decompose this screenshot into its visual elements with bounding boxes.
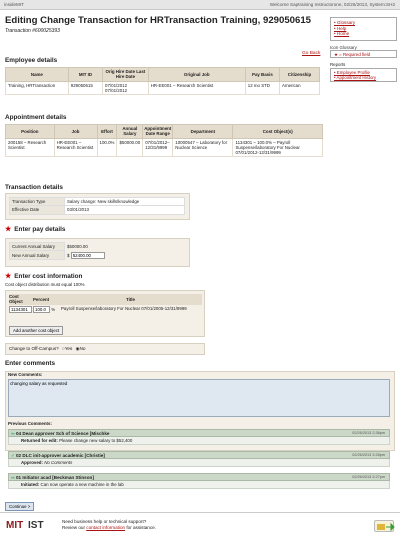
required-star-icon: ★	[5, 273, 12, 280]
employee-details-heading: Employee details	[5, 57, 58, 64]
current-salary-value: $50000.00	[67, 244, 88, 249]
contact-pre: Review our	[62, 525, 85, 530]
check-icon: ✓	[11, 453, 15, 458]
cell-date-range: 07/01/2012– 12/31/9999	[143, 138, 173, 157]
reports-links	[330, 68, 397, 82]
offcampus-question: Change to Off-Campus?	[9, 346, 59, 351]
transaction-kv	[9, 197, 185, 215]
employee-profile-link[interactable]: • Employee Profile	[334, 70, 393, 75]
comment-body-text: Can now operate a new machine in the lab	[40, 482, 124, 487]
new-comments-textarea[interactable]	[8, 379, 390, 417]
pay-details-heading	[5, 226, 65, 234]
current-salary-label: Current Annual Salary	[10, 243, 65, 251]
add-cost-object-button[interactable]: Add another cost object	[9, 326, 63, 335]
new-comments-label: New Comments:	[8, 372, 43, 377]
page-title: Editing Change Transaction for HRTransaction Training, 929050615	[5, 15, 312, 26]
cell-position: 200158 – Research Scientist	[6, 138, 55, 157]
offcampus-yes-radio[interactable]: ○	[62, 346, 65, 351]
arrow-right-icon: ⇨	[11, 475, 15, 480]
offcampus-no-label: No	[79, 346, 86, 351]
comment-body	[8, 459, 390, 467]
col-pay-basis: Pay Basis	[245, 68, 279, 82]
go-back-link[interactable]: Go Back	[302, 51, 321, 56]
cell-name: Training, HRTransaction	[6, 81, 69, 95]
cell-pay-basis: 12 mo STD	[245, 81, 279, 95]
table-row	[9, 305, 202, 313]
sidebar	[330, 17, 397, 82]
comment-body-label: Returned for edit:	[21, 438, 58, 443]
effective-date-value: 03/01/2013	[65, 206, 185, 214]
comment-title: 01 Initiator acad [Beckman Stinson]	[16, 475, 94, 480]
transaction-panel	[5, 193, 190, 220]
table-row	[6, 138, 323, 157]
appointment-details-heading: Appointment details	[5, 114, 67, 121]
offcampus-yes-label: Yes	[64, 346, 73, 351]
new-salary-input[interactable]	[71, 252, 105, 259]
col-title: Title	[59, 294, 202, 305]
comment-body-text: Please change new salary to $52,400	[59, 438, 133, 443]
currency-symbol: $	[67, 252, 70, 258]
col-cost-objects: Cost Object(s)	[233, 125, 323, 139]
percent-input[interactable]	[33, 306, 50, 313]
comment-body-label: Approved:	[21, 460, 43, 465]
glossary-link[interactable]: • Glossary	[334, 20, 393, 26]
col-effort: Effort	[97, 125, 117, 139]
pay-kv	[9, 242, 185, 260]
transaction-type-label: Transaction Type	[10, 198, 65, 206]
reports-label: Reports	[330, 62, 346, 68]
cell-cost-objects: 1134301 – 100.0% – Payroll Suspense/laboratory For Nuclear 07/01/2012-12/31/9999	[233, 138, 323, 157]
cost-object-input[interactable]	[9, 306, 32, 313]
percent-sign: %	[51, 306, 56, 312]
transaction-number: Transaction #600025393	[5, 28, 60, 34]
col-cost-object: Cost Object	[9, 294, 33, 305]
comment-date: 02/26/2013 2:27pm	[352, 475, 385, 479]
required-legend: ★ = Required field	[330, 50, 397, 58]
col-job: Job	[54, 125, 97, 139]
app-name[interactable]: insideMIT	[4, 2, 24, 7]
col-original-job: Original Job	[148, 68, 245, 82]
contact-post: for assistance.	[126, 525, 156, 530]
comment-title: 04 Dean approver Sch of Science [Mischke	[16, 431, 110, 436]
table-row	[6, 81, 320, 95]
comment-title: 02 DLC init-approver academic [Christie]	[16, 453, 105, 458]
cell-annual-salary: $50000.00	[117, 138, 143, 157]
welcome-text: Welcome Saptraining Instructorone, 02/26/2013, System:SH2	[269, 2, 395, 7]
effective-date-label: Effective Date	[10, 206, 65, 214]
comment-item	[8, 451, 390, 467]
previous-comments-label: Previous Comments:	[8, 421, 52, 426]
col-mit-id: MIT ID	[68, 68, 102, 82]
cost-distribution-note: Cost object distribution must equal 100%	[5, 282, 85, 287]
comment-header	[8, 451, 390, 459]
appointment-table	[5, 124, 323, 157]
comment-header	[8, 429, 390, 437]
pay-heading-text: Enter pay details	[14, 226, 66, 233]
comment-body-label: Initiated:	[21, 482, 40, 487]
home-link[interactable]: • Home	[334, 31, 393, 37]
comments-heading: Enter comments	[5, 360, 56, 367]
mit-logo: MIT	[6, 520, 24, 531]
arrow-left-icon: ⇦	[11, 431, 15, 436]
footer	[0, 512, 400, 540]
ist-logo: IST	[28, 520, 44, 531]
transaction-type-value: Salary change: New skills/knowledge	[65, 198, 185, 206]
cost-panel	[5, 290, 205, 337]
col-hire-dates: Orig Hire Date Last Hire Date	[103, 68, 149, 82]
comment-item	[8, 473, 390, 489]
offcampus-panel	[5, 343, 205, 355]
support-text: Need business help or technical support?	[62, 519, 147, 524]
offcampus-no-radio[interactable]: ◉	[75, 346, 80, 351]
contact-text	[62, 525, 156, 531]
cell-mit-id: 929050615	[68, 81, 102, 95]
feedback-icon[interactable]	[374, 520, 394, 532]
icon-glossary-label: Icon Glossary	[330, 45, 357, 50]
comment-item	[8, 429, 390, 445]
continue-button[interactable]: Continue >	[5, 502, 34, 511]
cell-citizenship: American	[280, 81, 320, 95]
col-name: Name	[6, 68, 69, 82]
cell-effort: 100.0%	[97, 138, 117, 157]
comment-header	[8, 473, 390, 481]
employee-table	[5, 67, 320, 95]
col-position: Position	[6, 125, 55, 139]
cell-department: 10000547 – Laboratory for Nuclear Science	[173, 138, 233, 157]
appointment-history-link[interactable]: • Appointment History	[334, 75, 393, 80]
cost-title: Payroll Suspense/laboratory For Nuclear 07/01/2005-12/31/9999	[61, 305, 187, 311]
cost-heading-text: Enter cost information	[14, 273, 83, 280]
required-star-icon: ★	[5, 226, 12, 233]
transaction-details-heading: Transaction details	[5, 184, 63, 191]
help-link[interactable]: • Help	[334, 26, 393, 32]
col-date-range: Appointment Date Range	[144, 126, 172, 137]
cost-info-heading	[5, 273, 82, 281]
comment-body	[8, 481, 390, 489]
cost-table	[9, 294, 202, 313]
cell-hire-dates: 07/01/2012 07/01/2012	[103, 81, 149, 95]
new-salary-label: New Annual Salary	[10, 251, 65, 260]
cell-job: HR-EE001 – Research Scientist	[54, 138, 97, 157]
top-bar	[0, 0, 400, 10]
comment-date: 02/26/2013 2:38pm	[352, 431, 385, 435]
comment-body-text: No Comments	[44, 460, 73, 465]
col-department: Department	[173, 125, 233, 139]
pay-panel	[5, 238, 190, 267]
sidebar-links	[330, 17, 397, 41]
col-citizenship: Citizenship	[280, 68, 320, 82]
col-annual-salary: Annual Salary	[117, 125, 143, 139]
cell-original-job: HR-EE001 – Research Scientist	[148, 81, 245, 95]
col-percent: Percent	[33, 294, 59, 305]
contact-information-link[interactable]: contact information	[86, 525, 126, 530]
comment-body	[8, 437, 390, 445]
comment-date: 02/26/2013 2:28pm	[352, 453, 385, 457]
